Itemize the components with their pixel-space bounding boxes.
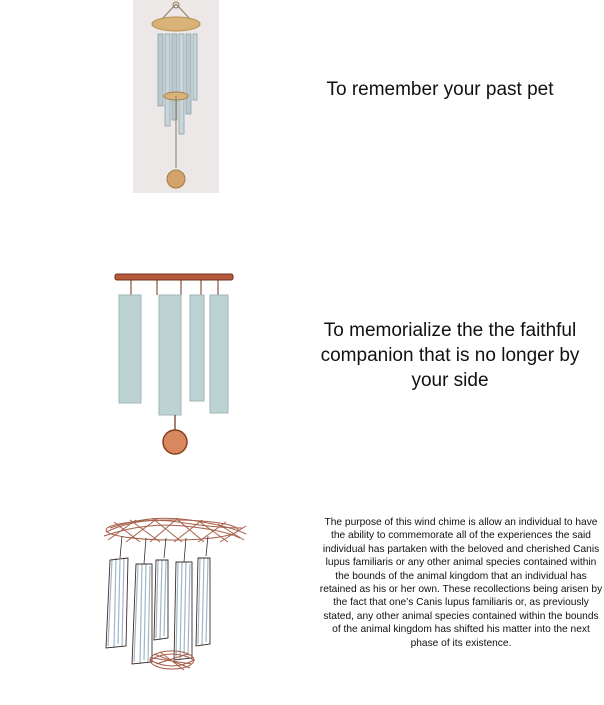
- wind-chime-sketch: [100, 512, 250, 682]
- caption-1: To remember your past pet: [326, 79, 554, 100]
- caption-3: The purpose of this wind chime is allow an individual to have the ability to commemorate all of the experiences the said individual has partaken with the beloved and cherished Canis lupus familiaris or any other animal species contained within the bounds of the animal kingdom that an individual has retained as his or her own. These recollections being arisen by the fact that one’s Canis lupus familiaris or, as previously stated, any other animal species contained within the bounds of the animal kingdom has shifted his matter into the next phase of its existence.: [319, 517, 603, 649]
- caption-2: To memorialize the the faithful companion that is no longer by your side: [320, 320, 580, 391]
